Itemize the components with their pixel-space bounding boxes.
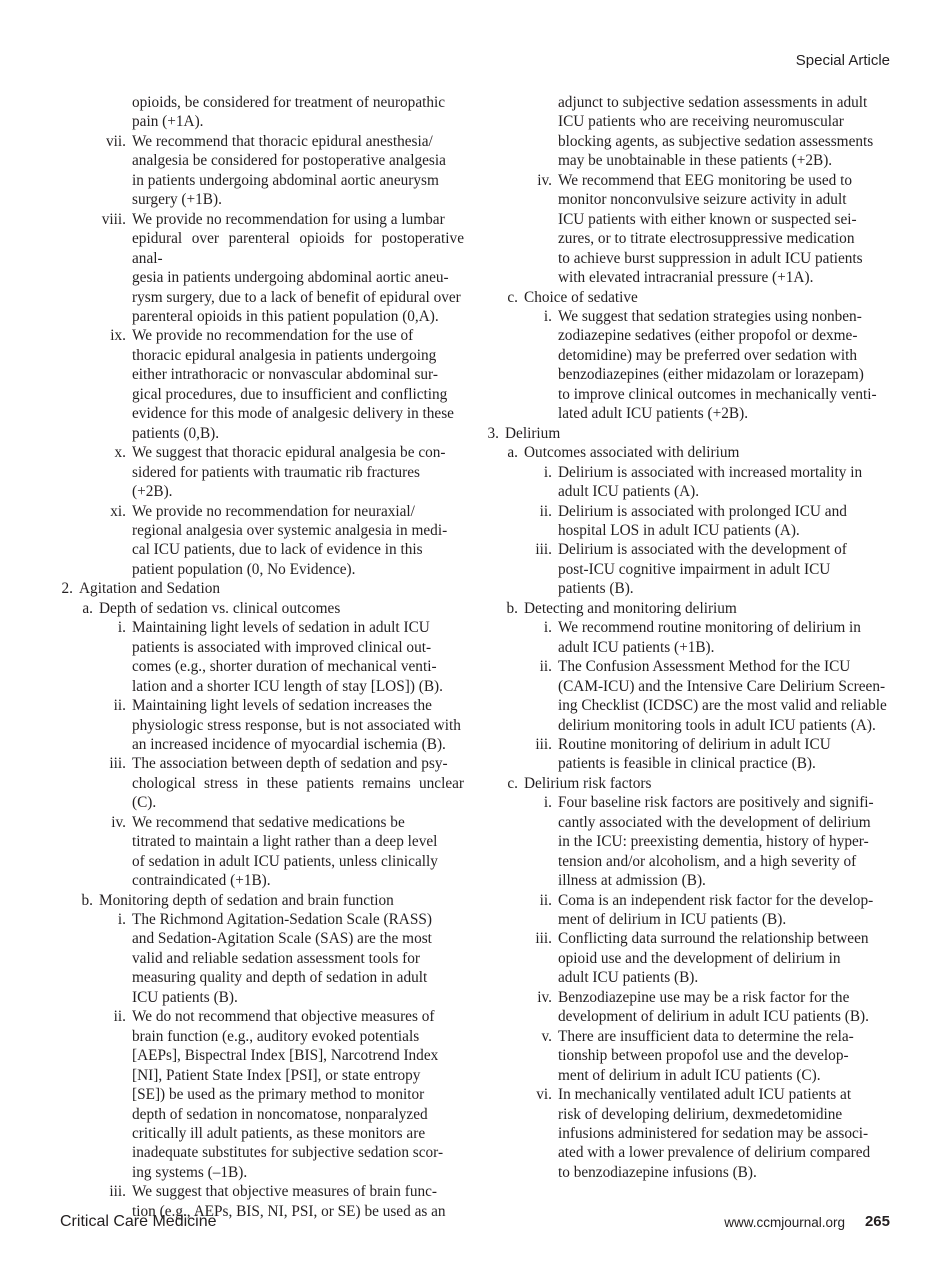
line-text: ing Checklist (ICDSC) are the most valid and reliable	[558, 697, 887, 715]
text-line	[60, 307, 464, 326]
text-line	[60, 268, 464, 287]
line-text: cal ICU patients, due to lack of evidence in this	[132, 541, 423, 559]
line-text: an increased incidence of myocardial ischemia (B).	[132, 735, 446, 753]
text-line	[486, 949, 890, 968]
text-line	[486, 249, 890, 268]
text-line	[60, 774, 464, 813]
line-text: of sedation in adult ICU patients, unless clinically	[132, 852, 438, 870]
line-text: The association between depth of sedation and psy-	[132, 755, 448, 773]
line-text: titrated to maintain a light rather than a deep level	[132, 833, 438, 851]
list-marker: viii.	[101, 210, 126, 228]
list-marker: ii.	[113, 697, 126, 715]
text-line	[60, 716, 464, 735]
left-column	[60, 93, 464, 1221]
text-line	[486, 1007, 890, 1026]
text-line	[486, 618, 890, 637]
text-line	[60, 871, 464, 890]
line-text: patients (0,B).	[132, 424, 220, 442]
text-line	[486, 326, 890, 345]
line-text: Outcomes associated with delirium	[524, 444, 740, 462]
text-line	[60, 988, 464, 1007]
text-line	[486, 93, 890, 112]
text-line	[486, 346, 890, 365]
text-line	[486, 852, 890, 871]
list-marker: ii.	[539, 502, 552, 520]
text-line	[486, 229, 890, 248]
line-text: Maintaining light levels of sedation increases the	[132, 697, 432, 715]
line-text: We provide no recommendation for neuraxial/	[132, 502, 415, 520]
text-line	[60, 813, 464, 832]
text-line	[60, 443, 464, 462]
text-line	[60, 93, 464, 112]
list-marker: iv.	[111, 813, 126, 831]
text-line	[486, 132, 890, 151]
text-line	[60, 482, 464, 501]
text-line	[486, 793, 890, 812]
text-line	[486, 1163, 890, 1182]
line-text: The Confusion Assessment Method for the ICU	[558, 658, 851, 676]
line-text: chological stress in these patients remains unclear (C).	[132, 774, 464, 812]
line-text: Benzodiazepine use may be a risk factor for the	[558, 988, 850, 1006]
list-marker: iii.	[109, 755, 126, 773]
line-text: depth of sedation in noncomatose, nonparalyzed	[132, 1105, 428, 1123]
text-line	[486, 832, 890, 851]
list-marker: vi.	[536, 1086, 552, 1104]
line-text: ICU patients with either known or suspected sei-	[558, 210, 857, 228]
line-text: opioid use and the development of delirium in	[558, 949, 841, 967]
line-text: contraindicated (+1B).	[132, 872, 271, 890]
text-line	[486, 657, 890, 676]
text-line	[60, 151, 464, 170]
line-text: adult ICU patients (A).	[558, 483, 700, 501]
text-line	[60, 1163, 464, 1182]
list-marker: c.	[507, 774, 518, 792]
line-text: risk of developing delirium, dexmedetomidine	[558, 1105, 843, 1123]
line-text: Delirium is associated with prolonged ICU and	[558, 502, 847, 520]
list-marker: v.	[541, 1027, 552, 1045]
line-text: Delirium risk factors	[524, 774, 652, 792]
text-line	[60, 521, 464, 540]
line-text: Depth of sedation vs. clinical outcomes	[99, 599, 341, 617]
line-text: The Richmond Agitation-Sedation Scale (RASS)	[132, 911, 432, 929]
line-text: We recommend that thoracic epidural anesthesia/	[132, 132, 433, 150]
text-line	[486, 1085, 890, 1104]
text-line	[60, 1066, 464, 1085]
text-line	[486, 151, 890, 170]
right-column	[486, 93, 890, 1182]
line-text: We suggest that objective measures of brain func-	[132, 1183, 438, 1201]
text-line	[486, 579, 890, 598]
line-text: (CAM-ICU) and the Intensive Care Delirium Screen-	[558, 677, 886, 695]
line-text: patients is feasible in clinical practice (B).	[558, 755, 816, 773]
text-line	[486, 638, 890, 657]
text-line	[486, 482, 890, 501]
line-text: epidural over parenteral opioids for postoperative anal-	[132, 230, 464, 267]
line-text: Delirium is associated with the development of	[558, 541, 847, 559]
list-marker: ii.	[539, 658, 552, 676]
line-text: in patients undergoing abdominal aortic aneurysm	[132, 171, 439, 189]
text-line	[60, 560, 464, 579]
text-line	[60, 1046, 464, 1065]
list-marker: i.	[543, 307, 552, 325]
text-line	[60, 949, 464, 968]
line-text: tion (e.g., AEPs, BIS, NI, PSI, or SE) be used as an	[132, 1202, 446, 1220]
text-line	[60, 832, 464, 851]
line-text: There are insufficient data to determine the rela-	[558, 1027, 854, 1045]
line-text: We recommend that sedative medications be	[132, 813, 405, 831]
line-text: zures, or to titrate electrosuppressive medication	[558, 230, 855, 248]
text-line	[486, 696, 890, 715]
text-line	[486, 968, 890, 987]
text-line	[60, 891, 464, 910]
line-text: illness at admission (B).	[558, 872, 706, 890]
list-marker: iii.	[535, 930, 552, 948]
text-line	[486, 754, 890, 773]
line-text: with elevated intracranial pressure (+1A).	[558, 269, 814, 287]
list-marker: i.	[543, 463, 552, 481]
line-text: may be unobtainable in these patients (+2B).	[558, 152, 833, 170]
text-line	[486, 1066, 890, 1085]
text-line	[486, 424, 890, 443]
line-text: ICU patients who are receiving neuromuscular	[558, 113, 844, 131]
text-line	[486, 521, 890, 540]
line-text: physiologic stress response, but is not associated with	[132, 716, 461, 734]
text-line	[486, 268, 890, 287]
line-text: valid and reliable sedation assessment tools for	[132, 949, 421, 967]
text-line	[60, 1085, 464, 1104]
text-line	[60, 463, 464, 482]
line-text: measuring quality and depth of sedation in adult	[132, 969, 428, 987]
text-line	[486, 112, 890, 131]
text-line	[60, 1105, 464, 1124]
text-line	[486, 929, 890, 948]
list-marker: iv.	[537, 171, 552, 189]
line-text: parenteral opioids in this patient population (0,A).	[132, 307, 439, 325]
line-text: adult ICU patients (+1B).	[558, 638, 715, 656]
text-line	[486, 988, 890, 1007]
text-line	[60, 190, 464, 209]
list-marker: 2.	[61, 580, 73, 598]
list-marker: xi.	[110, 502, 126, 520]
line-text: We recommend routine monitoring of delirium in	[558, 619, 861, 637]
line-text: We provide no recommendation for using a lumbar	[132, 210, 445, 228]
text-line	[60, 1143, 464, 1162]
line-text: delirium monitoring tools in adult ICU patients (A).	[558, 716, 876, 734]
line-text: brain function (e.g., auditory evoked potentials	[132, 1027, 420, 1045]
text-line	[60, 326, 464, 345]
text-line	[60, 1007, 464, 1026]
text-line	[486, 171, 890, 190]
line-text: regional analgesia over systemic analgesia in medi-	[132, 521, 448, 539]
text-line	[486, 210, 890, 229]
text-line	[486, 1027, 890, 1046]
text-line	[486, 190, 890, 209]
text-line	[60, 735, 464, 754]
text-line	[486, 288, 890, 307]
text-line	[60, 210, 464, 229]
text-line	[486, 599, 890, 618]
line-text: benzodiazepines (either midazolam or lorazepam)	[558, 366, 864, 384]
line-text: analgesia be considered for postoperative analgesia	[132, 152, 446, 170]
line-text: evidence for this mode of analgesic delivery in these	[132, 405, 454, 423]
list-marker: ii.	[539, 891, 552, 909]
text-line	[486, 540, 890, 559]
text-line	[486, 1105, 890, 1124]
line-text: gesia in patients undergoing abdominal aortic aneu-	[132, 269, 449, 287]
line-text: to improve clinical outcomes in mechanically venti-	[558, 385, 877, 403]
line-text: infusions administered for sedation may be associ-	[558, 1125, 869, 1143]
list-marker: b.	[506, 599, 518, 617]
line-text: Routine monitoring of delirium in adult ICU	[558, 735, 831, 753]
line-text: Delirium is associated with increased mortality in	[558, 463, 863, 481]
line-text: patients (B).	[558, 580, 634, 598]
text-line	[486, 1124, 890, 1143]
line-text: surgery (+1B).	[132, 191, 222, 209]
list-marker: x.	[114, 444, 126, 462]
line-text: Choice of sedative	[524, 288, 638, 306]
line-text: ment of delirium in ICU patients (B).	[558, 911, 787, 929]
list-marker: i.	[543, 794, 552, 812]
line-text: Four baseline risk factors are positively and signifi-	[558, 794, 874, 812]
line-text: ing systems (–1B).	[132, 1163, 248, 1181]
text-line	[60, 112, 464, 131]
section-tag: Special Article	[795, 52, 890, 69]
text-line	[486, 716, 890, 735]
line-text: in the ICU: preexisting dementia, history of hyper-	[558, 833, 869, 851]
text-line	[60, 696, 464, 715]
list-marker: iii.	[535, 541, 552, 559]
text-line	[486, 1046, 890, 1065]
text-line	[60, 424, 464, 443]
line-text: zodiazepine sedatives (either propofol or dexme-	[558, 327, 858, 345]
list-marker: b.	[81, 891, 93, 909]
line-text: We do not recommend that objective measures of	[132, 1008, 435, 1026]
text-line	[60, 638, 464, 657]
line-text: adjunct to subjective sedation assessments in adult	[558, 94, 868, 111]
text-line	[486, 813, 890, 832]
line-text: We suggest that thoracic epidural analgesia be con-	[132, 444, 446, 462]
page-number: 265	[864, 1213, 890, 1230]
text-line	[486, 443, 890, 462]
text-line	[486, 365, 890, 384]
line-text: hospital LOS in adult ICU patients (A).	[558, 521, 800, 539]
line-text: opioids, be considered for treatment of neuropathic	[132, 94, 446, 111]
text-line	[60, 365, 464, 384]
line-text: Coma is an independent risk factor for the develop-	[558, 891, 874, 909]
line-text: (+2B).	[132, 483, 173, 501]
line-text: ated with a lower prevalence of delirium compared	[558, 1144, 871, 1162]
text-line	[60, 910, 464, 929]
text-line	[60, 132, 464, 151]
line-text: tension and/or alcoholism, and a high severity of	[558, 852, 857, 870]
text-line	[486, 677, 890, 696]
list-marker: vii.	[106, 132, 126, 150]
list-marker: iii.	[535, 735, 552, 753]
text-line	[60, 1124, 464, 1143]
text-line	[60, 579, 464, 598]
list-marker: i.	[117, 619, 126, 637]
text-line	[60, 288, 464, 307]
text-line	[60, 540, 464, 559]
list-marker: ii.	[113, 1008, 126, 1026]
line-text: Maintaining light levels of sedation in adult ICU	[132, 619, 430, 637]
line-text: cantly associated with the development of delirium	[558, 813, 871, 831]
line-text: patients is associated with improved clinical out-	[132, 638, 432, 656]
line-text: blocking agents, as subjective sedation assessments	[558, 132, 874, 150]
line-text: thoracic epidural analgesia in patients undergoing	[132, 346, 437, 364]
line-text: gical procedures, due to insufficient and conflicting	[132, 385, 448, 403]
list-marker: i.	[117, 911, 126, 929]
line-text: Detecting and monitoring delirium	[524, 599, 737, 617]
line-text: detomidine) may be preferred over sedation with	[558, 346, 858, 364]
line-text: [NI], Patient State Index [PSI], or state entropy	[132, 1066, 421, 1084]
text-line	[60, 929, 464, 948]
text-line	[60, 229, 464, 268]
line-text: Agitation and Sedation	[79, 580, 221, 598]
line-text: comes (e.g., shorter duration of mechanical venti-	[132, 658, 437, 676]
text-line	[60, 754, 464, 773]
line-text: lation and a shorter ICU length of stay [LOS]) (B).	[132, 677, 443, 695]
line-text: monitor nonconvulsive seizure activity in adult	[558, 191, 847, 209]
text-line	[60, 171, 464, 190]
text-line	[486, 1143, 890, 1162]
text-line	[60, 657, 464, 676]
line-text: We provide no recommendation for the use of	[132, 327, 414, 345]
line-text: In mechanically ventilated adult ICU patients at	[558, 1086, 852, 1104]
line-text: ment of delirium in adult ICU patients (C).	[558, 1066, 821, 1084]
line-text: [AEPs], Bispectral Index [BIS], Narcotrend Index	[132, 1047, 439, 1065]
list-marker: i.	[543, 619, 552, 637]
journal-url: www.ccmjournal.org	[724, 1215, 845, 1230]
line-text: to achieve burst suppression in adult ICU patients	[558, 249, 863, 267]
text-line	[486, 891, 890, 910]
line-text: lated adult ICU patients (+2B).	[558, 405, 749, 423]
text-line	[486, 307, 890, 326]
line-text: Monitoring depth of sedation and brain function	[99, 891, 394, 909]
text-line	[486, 871, 890, 890]
line-text: ICU patients (B).	[132, 988, 238, 1006]
line-text: development of delirium in adult ICU patients (B).	[558, 1008, 869, 1026]
line-text: and Sedation-Agitation Scale (SAS) are the most	[132, 930, 432, 948]
line-text: pain (+1A).	[132, 113, 204, 131]
journal-name: Critical Care Medicine	[60, 1213, 217, 1230]
list-marker: ix.	[110, 327, 126, 345]
text-line	[60, 599, 464, 618]
text-line	[60, 385, 464, 404]
text-line	[486, 385, 890, 404]
line-text: inadequate substitutes for subjective sedation scor-	[132, 1144, 444, 1162]
text-line	[60, 852, 464, 871]
line-text: rysm surgery, due to a lack of benefit of epidural over	[132, 288, 461, 306]
line-text: [SE]) be used as the primary method to monitor	[132, 1086, 425, 1104]
text-line	[486, 404, 890, 423]
text-line	[486, 560, 890, 579]
list-marker: a.	[507, 444, 518, 462]
text-line	[486, 735, 890, 754]
list-marker: 3.	[487, 424, 499, 442]
line-text: We recommend that EEG monitoring be used to	[558, 171, 853, 189]
list-marker: iii.	[109, 1183, 126, 1201]
line-text: Delirium	[505, 424, 561, 442]
text-line	[486, 774, 890, 793]
list-marker: c.	[507, 288, 518, 306]
text-line	[486, 502, 890, 521]
list-marker: iv.	[537, 988, 552, 1006]
line-text: We suggest that sedation strategies using nonben-	[558, 307, 862, 325]
line-text: to benzodiazepine infusions (B).	[558, 1163, 757, 1181]
text-line	[60, 677, 464, 696]
line-text: patient population (0, No Evidence).	[132, 560, 356, 578]
line-text: adult ICU patients (B).	[558, 969, 699, 987]
text-line	[60, 1182, 464, 1201]
text-line	[60, 502, 464, 521]
text-line	[486, 463, 890, 482]
line-text: tionship between propofol use and the develop-	[558, 1047, 849, 1065]
text-line	[60, 618, 464, 637]
line-text: sidered for patients with traumatic rib fractures	[132, 463, 420, 481]
list-marker: a.	[82, 599, 93, 617]
line-text: either intrathoracic or nonvascular abdominal sur-	[132, 366, 438, 384]
line-text: post-ICU cognitive impairment in adult ICU	[558, 560, 831, 578]
text-line	[60, 1027, 464, 1046]
line-text: Conflicting data surround the relationship between	[558, 930, 869, 948]
text-line	[60, 346, 464, 365]
line-text: critically ill adult patients, as these monitors are	[132, 1125, 426, 1143]
text-line	[60, 404, 464, 423]
text-line	[486, 910, 890, 929]
text-line	[60, 968, 464, 987]
